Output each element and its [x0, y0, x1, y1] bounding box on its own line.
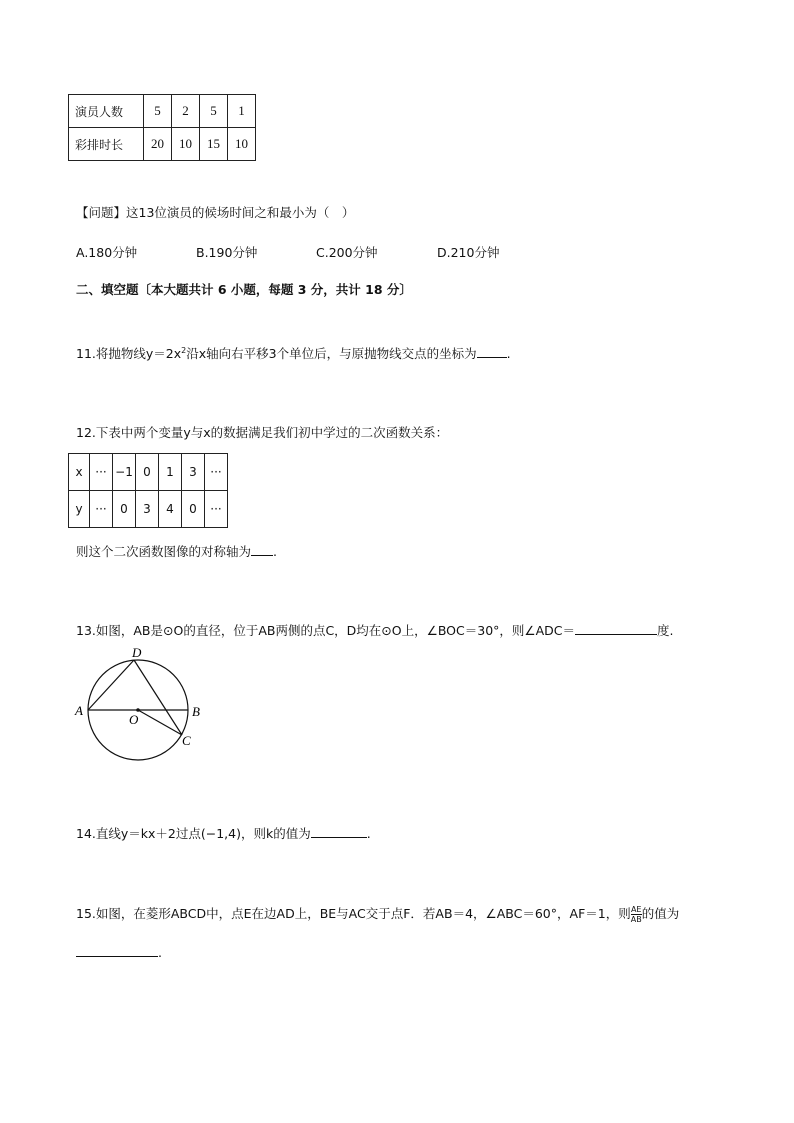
label-a: A — [75, 703, 83, 718]
table-cell: ··· — [205, 491, 228, 528]
option-c: C.200分钟 — [316, 245, 378, 260]
table-cell: 0 — [182, 491, 205, 528]
table-cell: y — [69, 491, 90, 528]
table-cell: 15 — [200, 128, 228, 161]
option-b: B.190分钟 — [196, 245, 258, 260]
q14-text: 14.直线y＝kx＋2过点(−1,4)，则k的值为 — [76, 826, 311, 841]
question-text: 【问题】这13位演员的候场时间之和最小为（ ） — [76, 205, 355, 220]
answer-blank[interactable] — [477, 345, 507, 358]
table-cell: 20 — [144, 128, 172, 161]
rehearsal-table — [68, 94, 256, 161]
table-cell: 0 — [113, 491, 136, 528]
q13-end: 度. — [657, 623, 674, 638]
option-d: D.210分钟 — [437, 245, 500, 260]
table-cell: ··· — [90, 491, 113, 528]
q14-period: . — [366, 826, 371, 841]
table-cell: 1 — [228, 95, 256, 128]
question-12: 12.下表中两个变量y与x的数据满足我们初中学过的二次函数关系： — [76, 425, 449, 440]
table-row — [69, 128, 256, 161]
question-13 — [76, 621, 674, 639]
table-cell: 5 — [200, 95, 228, 128]
table-cell: 4 — [159, 491, 182, 528]
q15-tail: 的值为 — [641, 906, 680, 921]
q15-text: 15.如图，在菱形ABCD中，点E在边AD上，BE与AC交于点F．若AB＝4，∠ABC＝60°，AF＝1，则 — [76, 906, 631, 921]
question-14 — [76, 824, 371, 842]
q12-after-text: 则这个二次函数图像的对称轴为 — [76, 544, 252, 559]
circle-diagram — [72, 644, 212, 764]
table-cell: 10 — [228, 128, 256, 161]
label-o: O — [129, 712, 139, 727]
table-cell: 0 — [136, 454, 159, 491]
table-cell: x — [69, 454, 90, 491]
question-15 — [76, 904, 679, 924]
question-12-followup — [76, 542, 277, 560]
q15-period: . — [158, 945, 162, 960]
table-cell: 1 — [159, 454, 182, 491]
row-label: 演员人数 — [69, 95, 144, 128]
fraction-numerator: AE — [630, 905, 642, 914]
answer-blank[interactable] — [311, 825, 367, 838]
answer-blank[interactable] — [575, 622, 657, 635]
q11-text-rest: 沿x轴向右平移3个单位后，与原抛物线交点的坐标为 — [186, 346, 477, 361]
answer-blank[interactable] — [251, 543, 273, 556]
xy-table — [68, 453, 228, 528]
label-b: B — [192, 704, 200, 719]
answer-blank[interactable] — [76, 944, 158, 957]
segment-dc — [134, 660, 182, 735]
label-c: C — [182, 733, 191, 748]
table-cell: 10 — [172, 128, 200, 161]
option-a: A.180分钟 — [76, 245, 138, 260]
table-row — [69, 491, 228, 528]
table-cell: ··· — [205, 454, 228, 491]
label-d: D — [132, 645, 142, 660]
fraction — [631, 905, 642, 924]
question-15-answer — [76, 944, 162, 960]
q11-exponent: 2 — [181, 345, 187, 355]
q13-text: 13.如图，AB是⊙O的直径，位于AB两侧的点C，D均在⊙O上，∠BOC＝30°，则∠ADC＝ — [76, 623, 576, 638]
fraction-denominator: AB — [630, 915, 642, 924]
table-cell: 2 — [172, 95, 200, 128]
section-heading: 二、填空题〔本大题共计 6 小题，每题 3 分，共计 18 分〕 — [76, 282, 412, 297]
table-cell: ··· — [90, 454, 113, 491]
question-11 — [76, 344, 511, 362]
q12-period: . — [273, 544, 277, 559]
table-cell: −1 — [113, 454, 136, 491]
table-cell: 3 — [182, 454, 205, 491]
table-cell: 3 — [136, 491, 159, 528]
row-label: 彩排时长 — [69, 128, 144, 161]
q11-period: . — [506, 346, 511, 361]
q11-text: 11.将抛物线y＝2x — [76, 346, 182, 361]
table-row — [69, 95, 256, 128]
table-row — [69, 454, 228, 491]
segment-oc — [138, 710, 182, 735]
table-cell: 5 — [144, 95, 172, 128]
